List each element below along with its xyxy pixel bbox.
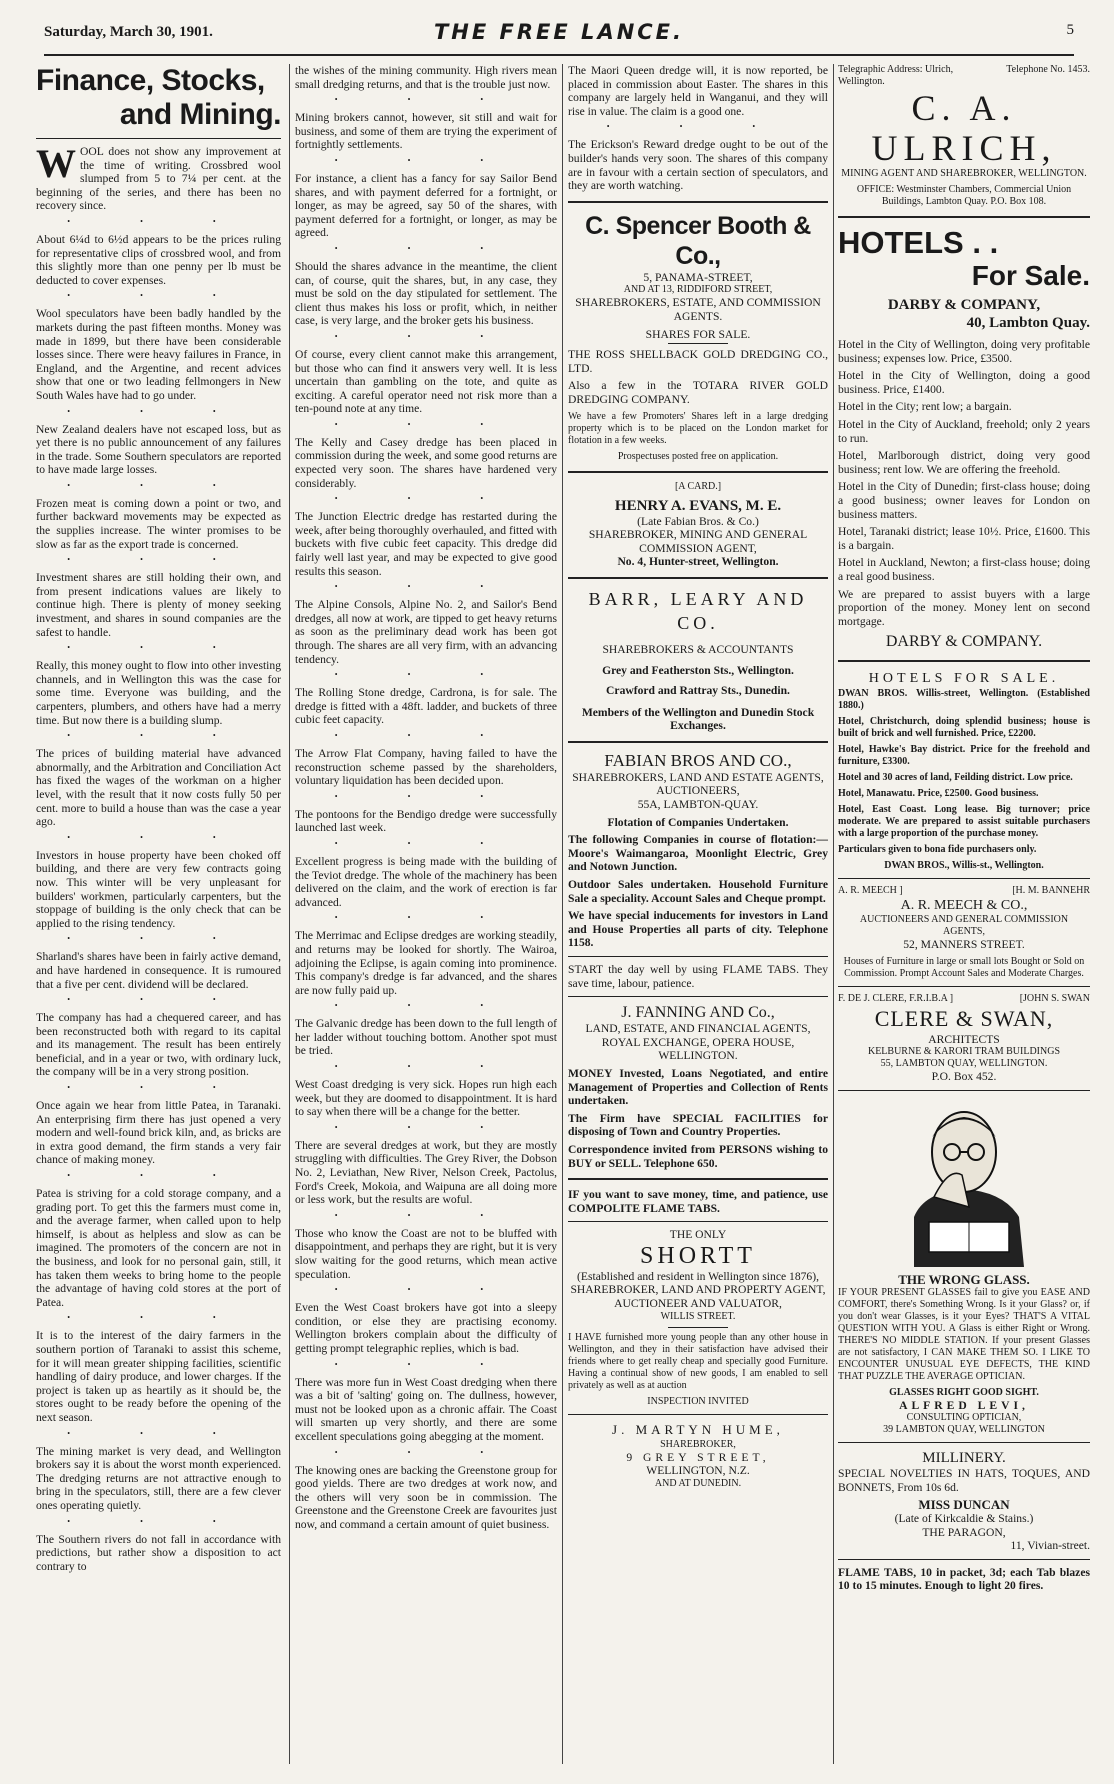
- article-paragraph: WOOL does not show any improvement at the time of writing. Crossbred wool slumped from 5 to 7¼ per cent. at the beginning of the series, and there has been no recovery since.: [36, 141, 281, 213]
- article-paragraph: The pontoons for the Bendigo dredge were successfully launched last week.: [295, 807, 557, 835]
- ad-text: SHAREBROKERS & ACCOUNTANTS: [602, 642, 794, 656]
- ad-clere-swan-title: CLERE & SWAN,: [874, 1005, 1054, 1031]
- ad-text: We have special inducements for investors in Land and House Properties all parts of city. Telephone 1158.: [568, 909, 828, 950]
- column-advertisements-left: [568, 64, 828, 1764]
- ad-text: MINING AGENT AND SHAREBROKER, WELLINGTON.: [841, 168, 1087, 179]
- ad-text: Members of the Wellington and Dunedin Stock Exchanges.: [581, 705, 815, 733]
- ad-text: DWAN BROS., Willis-st., Wellington.: [884, 860, 1044, 872]
- section-title-mining: and Mining.: [119, 98, 281, 131]
- ad-text: Houses of Furniture in large or small lots Bought or Sold on Commission. Prompt Account Sales and Moderate Charges.: [843, 955, 1085, 979]
- article-paragraph: About 6¼d to 6½d appears to be the prices ruling for representative clips of crossbred wool, and from this slightly more than one penny per lb must be deducted to cover expenses.: [36, 232, 281, 287]
- divider: [838, 1442, 1090, 1443]
- ad-text: No. 4, Hunter-street, Wellington.: [617, 555, 779, 569]
- star-divider: • • •: [606, 122, 790, 132]
- article-paragraph: Patea is striving for a cold storage company, and a grading port. To get this the farmers must come in, and the average farmer, when called upon to help himself, is about as helpless and slow as can be imagined. The promoters of the concern are not in the business, and look for no personal gain, still, it has taken them weeks to bring home to the people the advantage of having cold stores at the port of Patea.: [36, 1187, 281, 1309]
- ad-text: DARBY & COMPANY,: [887, 297, 1041, 313]
- ad-barr-leary-title: BARR, LEARY AND CO.: [588, 588, 808, 633]
- ad-text: (Late Fabian Bros. & Co.): [637, 514, 759, 528]
- ad-hotels-subtitle: For Sale.: [971, 260, 1090, 291]
- divider: [838, 660, 1090, 662]
- ad-millinery-title: MILLINERY.: [922, 1450, 1006, 1467]
- ad-spencer-booth-title: C. Spencer Booth & Co.,: [585, 211, 811, 270]
- divider: [568, 996, 828, 997]
- star-divider: • • •: [334, 1122, 518, 1132]
- ad-text: WILLIS STREET.: [660, 1310, 736, 1322]
- star-divider: • • •: [67, 1083, 250, 1093]
- star-divider: • • •: [334, 331, 518, 341]
- article-paragraph: Excellent progress is being made with the building of the Teviot dredge. The whole of the machinery has been delivered on the claim, and the work of erection is far advanced.: [295, 854, 557, 909]
- article-paragraph: The Kelly and Casey dredge has been placed in commission during the week, and some good returns are expected very soon. The shares have hardened very considerably.: [295, 435, 557, 490]
- ad-text: (Late of Kirkcaldie & Stains.): [894, 1512, 1034, 1526]
- page-header: [44, 18, 1074, 56]
- article-paragraph: The Rolling Stone dredge, Cardrona, is for sale. The dredge is fitted with a 48ft. ladder, and buckets of three cubic feet capacity.: [295, 686, 557, 727]
- article-paragraph: The Erickson's Reward dredge ought to be out of the builder's hands very soon. The shares of this company are in favour with a certain section of speculators, and they are worth watching.: [568, 138, 828, 193]
- star-divider: • • •: [334, 913, 518, 923]
- ad-text: DWAN BROS. Willis-street, Wellington. (Established 1880.): [838, 688, 1090, 712]
- ad-meech-title: A. R. MEECH & CO.,: [900, 898, 1028, 914]
- ad-hotels-title: HOTELS . .: [838, 225, 999, 260]
- star-divider: • • •: [334, 95, 518, 105]
- ad-ulrich-contact: [838, 64, 1090, 88]
- divider: [568, 741, 828, 743]
- drop-cap: W: [36, 141, 76, 186]
- divider: [838, 986, 1090, 987]
- ad-text: Telegraphic Address: Ulrich, Wellington.: [838, 64, 954, 87]
- ad-text: CONSULTING OPTICIAN,: [906, 1412, 1022, 1424]
- article-paragraph: Those who know the Coast are not to be bluffed with disappointment, and perhaps they are right, but it is very slow waiting for the good returns, which mean active speculation.: [295, 1226, 557, 1281]
- ad-text: F. DE J. CLERE, F.R.I.B.A ]: [838, 992, 954, 1004]
- divider: [838, 1559, 1090, 1560]
- divider: [568, 577, 828, 579]
- ad-text: SHAREBROKER,: [660, 1438, 736, 1450]
- ad-fanning-title: J. FANNING AND Co.,: [621, 1004, 775, 1022]
- ad-text: Telephone No. 1453.: [1006, 64, 1090, 75]
- ad-text: SHAREBROKERS, LAND AND ESTATE AGENTS, AUCTIONEERS,: [572, 770, 824, 798]
- star-divider: • • •: [334, 1001, 518, 1011]
- divider: [36, 138, 281, 139]
- article-paragraph: The Junction Electric dredge has restarted during the week, after being thoroughly overhauled, and fitted with buckets with five cubic feet capacity. This dredge did fairly well last year, and may be expected to give good results this season.: [295, 510, 557, 578]
- star-divider: • • •: [67, 480, 250, 490]
- ad-text: AUCTIONEERS AND GENERAL COMMISSION AGENTS,: [859, 914, 1069, 938]
- ad-text: 40, Lambton Quay.: [966, 315, 1090, 331]
- star-divider: • • •: [334, 582, 518, 592]
- ad-text: Crawford and Rattray Sts., Dunedin.: [606, 684, 790, 698]
- ad-text: The following Companies in course of flotation:—Moore's Waimangaroa, Moonlight Electric, Grey and Notown Junction.: [568, 833, 828, 874]
- star-divider: • • •: [67, 731, 250, 741]
- star-divider: • • •: [334, 1285, 518, 1295]
- ad-text: LAND, ESTATE, AND FINANCIAL AGENTS,: [585, 1022, 811, 1036]
- hotel-listing: Hotel in the City of Auckland, freehold; only 2 years to run.: [838, 417, 1090, 445]
- ad-text: DARBY & COMPANY.: [885, 633, 1043, 651]
- ad-text: SHAREBROKER, MINING AND GENERAL COMMISSION AGENT,: [588, 528, 808, 555]
- ad-flame-tabs: START the day well by using FLAME TABS. They save time, labour, patience.: [568, 962, 828, 990]
- star-divider: • • •: [334, 243, 518, 253]
- star-divider: • • •: [334, 494, 518, 504]
- ad-flame-tabs: FLAME TABS, 10 in packet, 3d; each Tab blazes 10 to 15 minutes. Enough to light 20 fires.: [838, 1565, 1090, 1593]
- ad-text: MONEY Invested, Loans Negotiated, and entire Management of Properties and Collection of Rents undertaken.: [568, 1066, 828, 1108]
- divider: [668, 1327, 728, 1328]
- star-divider: • • •: [334, 670, 518, 680]
- star-divider: • • •: [67, 934, 250, 944]
- ad-text: 55A, LAMBTON-QUAY.: [637, 798, 759, 812]
- ad-text: Hotel, Manawatu. Price, £2500. Good business.: [838, 788, 1039, 800]
- article-paragraph: There was more fun in West Coast dredging when there was a bit of 'salting' going on. The dullness, however, must not be looked upon as a chronic affair. The Coast will smarten up very shortly, and there are some excellent speculations going abegging at the moment.: [295, 1375, 557, 1443]
- article-paragraph: The Merrimac and Eclipse dredges are working steadily, and returns may be looked for shortly. The Wairoa, adjoining the Eclipse, is again coming into prominence. This company's dredge is far advanced, and the shares are now fully paid up.: [295, 929, 557, 997]
- ad-text: OFFICE: Westminster Chambers, Commercial Union Buildings, Lambton Quay. P.O. Box 108.: [856, 184, 1072, 207]
- ad-wrong-glass-title: THE WRONG GLASS.: [898, 1272, 1030, 1288]
- section-title-finance: Finance, Stocks,: [36, 64, 265, 97]
- article-paragraph: Investment shares are still holding their own, and from present indications values are likely to continue high. There is plenty of money seeking investment, and shares in sound companies are the safest to handle.: [36, 571, 281, 639]
- ad-text: THE ONLY: [669, 1228, 727, 1242]
- ad-text: 9 GREY STREET,: [626, 1450, 770, 1464]
- article-paragraph: West Coast dredging is very sick. Hopes run high each week, but they are doomed to disappointment. It is hard to say when there will be a change for the better.: [295, 1078, 557, 1119]
- article-paragraph: the wishes of the mining community. High rivers mean small dredging returns, and that is the trouble just now.: [295, 64, 557, 91]
- column-finance: [36, 64, 281, 1764]
- ad-text: Hotel, Hawke's Bay district. Price for the freehold and furniture, £3300.: [838, 744, 1090, 768]
- ad-text: Hotel and 30 acres of land, Feilding district. Low price.: [838, 772, 1073, 784]
- hotel-listing: Hotel in the City of Wellington, doing a good business. Price, £1400.: [838, 369, 1090, 396]
- article-paragraph: Frozen meat is coming down a point or two, and further backward movements may be expected as the supplies increase. The winter promises to be slow as far as the export trade is concerned.: [36, 496, 281, 551]
- star-divider: • • •: [67, 995, 250, 1005]
- ad-text: Flotation of Companies Undertaken.: [607, 815, 789, 829]
- ad-text: MISS DUNCAN: [918, 1497, 1010, 1513]
- article-paragraph: Once again we hear from little Patea, in Taranaki. An enterprising firm there has just opened a very modern and well-found brick kiln, and, as bricks are in extra good demand, the firm stands a very fair chance of making money.: [36, 1099, 281, 1167]
- article-paragraph: Investors in house property have been choked off building, and there are very few contracts going now. This winter will be very unpleasant for builders' workmen, particularly carpenters, but the stoppage of building is the only check that can be applied to the rising tendency.: [36, 848, 281, 930]
- divider: [838, 1090, 1090, 1091]
- article-paragraph: The knowing ones are backing the Greenstone group for good yields. There are two dredges at work now, and the others will very soon be in commission. The Greenstone and the Greenstone Creek are favourites just now, and command a certain amount of quiet business.: [295, 1463, 557, 1531]
- hotel-listing: Hotel in Auckland, Newton; a first-class house; doing a real good business.: [838, 556, 1090, 583]
- ad-text: 52, MANNERS STREET.: [903, 938, 1025, 952]
- masthead-title: THE FREE LANCE.: [433, 20, 685, 44]
- divider: [838, 878, 1090, 879]
- article-paragraph: Really, this money ought to flow into other investing channels, and in Wellington this was the case for some time. Everyone was building, and the carpenters, plumbers, and others have had a merry time. But now there is a building slump.: [36, 659, 281, 727]
- ad-text: [A CARD.]: [674, 480, 722, 492]
- hotel-listing: Hotel, Taranaki district; lease 10½. Price, £1600. This is a bargain.: [838, 525, 1090, 552]
- ad-text: KELBURNE & KARORI TRAM BUILDINGS: [867, 1046, 1061, 1058]
- ad-text: THE PARAGON,: [922, 1525, 1006, 1539]
- star-divider: • • •: [67, 216, 250, 226]
- ad-dwan-title: HOTELS FOR SALE.: [868, 671, 1060, 687]
- ad-text: Outdoor Sales undertaken. Household Furniture Sale a speciality. Account Sales and Cheque prompt.: [568, 878, 828, 905]
- ad-text: SHAREBROKERS, ESTATE, AND COMMISSION AGENTS.: [575, 296, 821, 323]
- hotel-listing: Hotel, Marlborough district, doing very good business; rent low. We are offering the freehold.: [838, 449, 1090, 476]
- ad-text: Particulars given to bona fide purchasers only.: [838, 844, 1037, 856]
- ad-text: ROYAL EXCHANGE, OPERA HOUSE, WELLINGTON.: [601, 1035, 795, 1063]
- star-divider: • • •: [67, 1313, 250, 1323]
- column-mining: [295, 64, 557, 1764]
- ad-text: THE ROSS SHELLBACK GOLD DREDGING CO., LTD.: [568, 348, 828, 375]
- divider: [568, 1414, 828, 1415]
- star-divider: • • •: [67, 1516, 250, 1526]
- star-divider: • • •: [334, 155, 518, 165]
- article-paragraph: Of course, every client cannot make this arrangement, but those who can find it answers very well. It is less uncertain than gambling on the tote, and quite as exciting. A careful operator need not risk more than a ten-pound note at any time.: [295, 347, 557, 416]
- ad-text: SPECIAL NOVELTIES IN HATS, TOQUES, AND BONNETS, From 10s 6d.: [838, 1467, 1090, 1494]
- ad-fabian-title: FABIAN BROS AND CO.,: [604, 750, 792, 770]
- ad-ulrich-title: C. A. ULRICH,: [871, 88, 1057, 168]
- ad-text: The Firm have SPECIAL FACILITIES for disposing of Town and Country Properties.: [568, 1111, 828, 1139]
- star-divider: • • •: [67, 643, 250, 653]
- header-date: Saturday, March 30, 1901.: [44, 24, 213, 40]
- ad-text: ARCHITECTS: [928, 1032, 1000, 1046]
- ad-text: 11, Vivian-street.: [1010, 1539, 1090, 1553]
- star-divider: • • •: [67, 832, 250, 842]
- divider: [668, 343, 728, 344]
- star-divider: • • •: [67, 1428, 250, 1438]
- article-paragraph: The Alpine Consols, Alpine No. 2, and Sailor's Bend dredges, all now at work, are tipped to get heavy returns as soon as the preliminary dead work has been got through. The shares are all very firm, with an advancing tendency.: [295, 598, 557, 666]
- article-paragraph: The company has had a chequered career, and has been reconstructed both with regard to its capital and its management. The result has been entirely beneficial, and in a year or two, with ordinary luck, the company will be in a very strong position.: [36, 1011, 281, 1079]
- star-divider: • • •: [67, 291, 250, 301]
- ad-text: AND AT DUNEDIN.: [654, 1477, 742, 1489]
- ad-text: We have a few Promoters' Shares left in a large dredging property which is to be placed on the London market for flotation in a few weeks.: [568, 410, 828, 446]
- ad-martyn-hume-title: J. MARTYN HUME,: [612, 1421, 784, 1437]
- ad-text: A. R. MEECH ]: [838, 885, 903, 897]
- column-rule: [833, 64, 834, 1764]
- divider: [838, 216, 1090, 218]
- star-divider: • • •: [334, 1210, 518, 1220]
- divider: [568, 956, 828, 957]
- ad-flame-tabs: IF you want to save money, time, and patience, use COMPOLITE FLAME TABS.: [568, 1188, 828, 1215]
- article-paragraph: It is to the interest of the dairy farmers in the southern portion of Taranaki to assist this scheme, for it will mean greater shipping facilities, scientific handling of dairy produce, and lower charges. If the project is taken up as heartily as it should be, the stores ought to be ready before the opening of the next season.: [36, 1329, 281, 1424]
- ad-text: Grey and Featherston Sts., Wellington.: [602, 664, 794, 678]
- article-paragraph: The Galvanic dredge has been down to the full length of her ladder without touching bottom. Another spot must be tried.: [295, 1017, 557, 1058]
- article-paragraph: Even the West Coast brokers have got into a sleepy condition, or else they are practising economy. Wellington brokers complain about the difficulty of getting prompt telegraphic replies, which is bad.: [295, 1301, 557, 1355]
- article-paragraph: The Southern rivers do not fall in accordance with predictions, but rather show a disposition to act contrary to: [36, 1532, 281, 1573]
- ad-text: GLASSES RIGHT GOOD SIGHT.: [889, 1386, 1039, 1398]
- illustration-man-with-spectacles-icon: [874, 1097, 1054, 1267]
- star-divider: • • •: [67, 555, 250, 565]
- column-advertisements-right: [838, 64, 1090, 1764]
- ad-text: 39 LAMBTON QUAY, WELLINGTON: [883, 1424, 1045, 1436]
- ad-text: I HAVE furnished more young people than any other house in Wellington, and they in their satisfaction have advised their friends where to get really cheap and specially good Furniture. Having a continual show of new goods, I am enabled to sell privately as well as at auction: [568, 1331, 828, 1391]
- ad-text: WELLINGTON, N.Z.: [646, 1464, 750, 1478]
- ad-text: Correspondence invited from PERSONS wishing to BUY or SELL. Telephone 650.: [568, 1142, 828, 1170]
- ad-text: Hotel, Christchurch, doing splendid business; house is built of brick and well furnished. Price, £2200.: [838, 716, 1090, 740]
- star-divider: • • •: [67, 406, 250, 416]
- column-rule: [562, 64, 563, 1764]
- ad-text: (Established and resident in Wellington since 1876),: [577, 1269, 819, 1283]
- ad-text: Also a few in the TOTARA RIVER GOLD DREDGING COMPANY.: [568, 379, 828, 406]
- article-paragraph: Mining brokers cannot, however, sit still and wait for business, and some of them are trying the experiment of fortnightly settlements.: [295, 111, 557, 152]
- ad-text: AND AT 13, RIDDIFORD STREET,: [623, 284, 773, 296]
- article-paragraph: For instance, a client has a fancy for say Sailor Bend shares, and with payment deferred for a fortnight, or longer, as may be agreed, say 50 of the shares, with payment deferred for a fortnight, or longer, as may be agreed.: [295, 171, 557, 240]
- hotel-listing: Hotel in the City; rent low; a bargain.: [838, 400, 1012, 414]
- hotel-listing: Hotel in the City of Wellington, doing very profitable business; expenses low. Price, £3500.: [838, 338, 1090, 365]
- ad-shortt-title: SHORTT: [640, 1242, 756, 1269]
- divider: [568, 1221, 828, 1222]
- star-divider: • • •: [334, 791, 518, 801]
- ad-text: We are prepared to assist buyers with a large proportion of the money. Money lent on second mortgage.: [838, 587, 1090, 628]
- divider: [568, 1178, 828, 1180]
- ad-text: 5, PANAMA-STREET,: [643, 270, 753, 284]
- divider: [568, 201, 828, 203]
- ad-text: P.O. Box 452.: [931, 1070, 997, 1084]
- article-paragraph: The Arrow Flat Company, having failed to have the reconstruction scheme passed by the shareholders, voluntary liquidation has been decided upon.: [295, 746, 557, 788]
- article-paragraph: New Zealand dealers have not escaped loss, but as yet there is no public announcement of any failures in the trade. Some Southern speculators are reported to have made large losses.: [36, 422, 281, 477]
- column-rule: [289, 64, 290, 1764]
- star-divider: • • •: [334, 419, 518, 429]
- star-divider: • • •: [334, 1447, 518, 1457]
- page-number: 5: [1066, 22, 1074, 38]
- article-paragraph: The prices of building material have advanced abnormally, and the Arbitration and Conciliation Act has fixed the wages of the workman on a higher level, with the result that it now costs fully 50 per cent. more to build a house than was the case a year ago.: [36, 747, 281, 829]
- ad-text: 55, LAMBTON QUAY, WELLINGTON.: [880, 1058, 1048, 1070]
- article-paragraph: There are several dredges at work, but they are mostly struggling with difficulties. The Grey River, the Dobson No. 2, Leviathan, New River, Nelson Creek, Pactolus, Ford's Creek, Mokoia, and Waipuna are all doing more or less work, but the results are woful.: [295, 1138, 557, 1207]
- divider: [568, 471, 828, 473]
- article-paragraph: Wool speculators have been badly handled by the markets during the past fifteen months. Money was made in 1899, but there have been considerable losses since. There were heavy failures in France, in England, and the Argentine, and recent advices show that one or two leading fellmongers in New South Wales have had to go under.: [36, 307, 281, 402]
- ad-text: IF YOUR PRESENT GLASSES fail to give you EASE AND COMFORT, there's Something Wrong. Is it your Glass? or, if you don't wear Glasses, is it your Eyes? THAT'S A VITAL QUESTION WITH YOU. A Glass is either Right or Wrong. THERE'S NO MIDDLE STATION. If your present Glasses are not satisfactory, I CAN MAKE THEM SO. I LIKE TO ENCOUNTER UNUSUAL EYE DEFECTS, THE KIND THAT PUZZLE THE AVERAGE OPTICIAN.: [838, 1286, 1090, 1382]
- star-divider: • • •: [334, 1359, 518, 1369]
- ad-text: Prospectuses posted free on application.: [617, 450, 779, 462]
- star-divider: • • •: [334, 1062, 518, 1072]
- article-paragraph: The mining market is very dead, and Wellington brokers say it is about the worst month experienced. The dredging returns are not attractive enough to bring in the speculators, still, there are a few clever ones operating quietly.: [36, 1444, 281, 1512]
- article-paragraph: The Maori Queen dredge will, it is now reported, be placed in commission about Easter. The shares in this company are largely held in Wanganui, and they will rise in value. The claim is a good one.: [568, 64, 828, 118]
- ad-text: [H. M. BANNEHR: [1012, 885, 1090, 897]
- ad-text: SHARES FOR SALE.: [645, 327, 751, 341]
- hotel-listing: Hotel in the City of Dunedin; first-class house; doing a good business; owner leaves for London on business matters.: [838, 480, 1090, 521]
- ad-text: Hotel, East Coast. Long lease. Big turnover; price moderate. We are prepared to assist suitable purchasers with a large proportion of the purchase money.: [838, 804, 1090, 840]
- ad-text: INSPECTION INVITED: [647, 1395, 749, 1407]
- article-paragraph: Sharland's shares have been in fairly active demand, and have hardened in consequence. It is rumoured that a five per cent. dividend will be declared.: [36, 950, 281, 991]
- ad-evans-title: HENRY A. EVANS, M. E.: [614, 497, 782, 514]
- ad-meech-partners: [838, 885, 1090, 897]
- star-divider: • • •: [334, 730, 518, 740]
- ad-clere-partners: [838, 993, 1090, 1005]
- ad-text: [JOHN S. SWAN: [1019, 992, 1090, 1004]
- ad-levi-name: ALFRED LEVI,: [899, 1398, 1029, 1412]
- star-divider: • • •: [334, 838, 518, 848]
- star-divider: • • •: [67, 1171, 250, 1181]
- article-paragraph: Should the shares advance in the meantime, the client can, of course, quit the shares, but, in any case, they must be sold on the day stipulated for settlement. The client thus makes his loss or profit, which, in neither case, is very large, and the broker gets his business.: [295, 259, 557, 328]
- ad-text: SHAREBROKER, LAND AND PROPERTY AGENT, AUCTIONEER AND VALUATOR,: [570, 1283, 826, 1311]
